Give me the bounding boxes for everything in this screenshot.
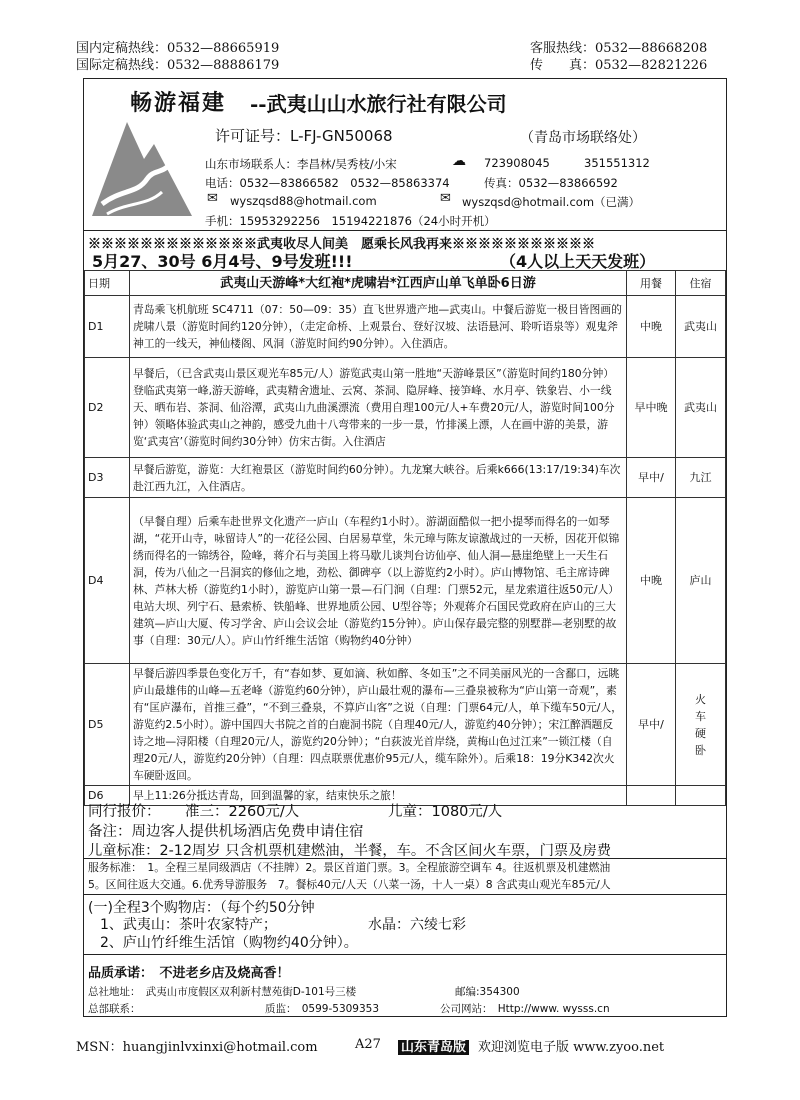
- fax-number: 传真：0532—83866592: [484, 176, 618, 190]
- phone-numbers: 电话：0532—83866582 0532—85863374: [205, 176, 450, 190]
- day-description: 早餐后，（已含武夷山景区观光车85元/人）游览武夷山第一胜地“天游峰景区”（游览时间约180分钟）登临武夷第一峰,游天游峰，武夷精舍遗址、云窝、茶洞、隐屏峰、接笋峰、水月亭、铁象岩、小一线天、晒布岩、茶洞、仙浴潭，武夷山九曲溪漂流（费用自理100元/人+车费20元/人，游览时间100分钟）领略体验武夷山之神韵，感受九曲十八弯带来的一步一景，竹排溪上漂，人在画中游的美景，游览‘武夷宫’（游览时间约30分钟）仿宋古街。入住酒店: [130, 358, 627, 458]
- complaint-phone: 质监： 0599-5309353: [265, 1003, 380, 1015]
- mountain-logo-icon: [92, 114, 192, 219]
- table-row: [85, 664, 726, 786]
- license-number: 许可证号：L-FJ-GN50068: [215, 127, 393, 145]
- day-description: 青岛乘飞机航班 SC4711（07：50—09：35）直飞世界遗产地—武夷山。中餐后游览一极目皆图画的虎啸八景（游览时间约120分钟），（走定命桥、上观景台、登好汉坡、法语悬河、聆听语泉等）观鬼斧神工的一线天，神仙楼阁、风洞（游览时间约90分钟）。入住酒店。: [130, 296, 627, 358]
- day-meal: 早中晚: [627, 358, 676, 458]
- qq-icon: ☁: [452, 153, 466, 169]
- adult-price: 准三：2260元/人: [185, 804, 300, 820]
- day-label: D1: [85, 296, 130, 358]
- footer-tagline[interactable]: 欢迎浏览电子版 www.zyoo.net: [478, 1040, 665, 1055]
- shopping-title: (一)全程3个购物店：（每个约50分钟: [88, 900, 315, 916]
- intl-hotline: 国际定稿热线：0532—88886179: [76, 58, 280, 73]
- divider: [83, 894, 727, 895]
- table-row: [85, 458, 726, 498]
- quality-promise: 品质承诺： 不进老乡店及烧高香！: [88, 966, 290, 981]
- divider: [83, 230, 727, 231]
- msn-account-2[interactable]: wyszqsd@hotmail.com（已满）: [462, 195, 641, 209]
- shopping-item-1b: 水晶：六绫七彩: [368, 917, 466, 933]
- day-meal: 中晚: [627, 498, 676, 664]
- day-label: D2: [85, 358, 130, 458]
- itinerary-table: [84, 270, 726, 806]
- service-hotline: 客服热线：0532—88668208: [530, 41, 708, 56]
- day-meal: 早中/: [627, 664, 676, 786]
- msn-icon: ✉: [207, 191, 218, 206]
- service-standard-1: 服务标准： 1。全程三星同级酒店（不挂牌）2。景区首道门票。3。全程旅游空调车 4。往返机票及机建燃油: [88, 861, 611, 874]
- qq-number-2: 351551312: [584, 156, 650, 170]
- day-label: D3: [85, 458, 130, 498]
- day-stay: 武夷山: [676, 296, 726, 358]
- price-label: 同行报价：: [88, 804, 161, 820]
- fax-line: 传 真：0532—82821226: [530, 58, 708, 73]
- child-price: 儿童：1080元/人: [388, 804, 503, 820]
- msn-icon-2: ✉: [440, 191, 451, 206]
- day-description: 早餐后游览，游览：大红袍景区（游览时间约60分钟）。九龙窠大峡谷。后乘k666(13:17/19:34)车次赴江西九江，入住酒店。: [130, 458, 627, 498]
- departure-note: （4人以上天天发班）: [500, 252, 656, 271]
- edition-badge: [398, 1036, 469, 1055]
- contact-label: 总部联系：: [88, 1003, 141, 1015]
- day-label: D6: [85, 786, 130, 806]
- office-label: （青岛市场联络处）: [520, 130, 646, 146]
- header-stay: 住宿: [676, 271, 726, 296]
- day-stay: [676, 786, 726, 806]
- company-name: --武夷山山水旅行社有限公司: [250, 92, 507, 116]
- msn-account-1[interactable]: wyszqsd88@hotmail.com: [230, 194, 377, 208]
- day-stay: 火车硬卧: [676, 664, 726, 786]
- pricing-note: 备注：周边客人提供机场酒店免费申请住宿: [88, 824, 364, 840]
- shopping-item-1: 1、武夷山：茶叶农家特产；: [100, 917, 277, 933]
- service-standard-2: 5。区间往返大交通。6.优秀导游服务 7。餐标40元/人天（八菜一汤，十人一桌）8 含武夷山观光车85元/人: [88, 878, 611, 891]
- company-website[interactable]: 公司网站： Http://www. wysss.cn: [440, 1003, 610, 1015]
- header-day: 日期: [85, 271, 130, 296]
- day-meal: 中晚: [627, 296, 676, 358]
- day-label: D4: [85, 498, 130, 664]
- day-meal: [627, 786, 676, 806]
- footer-msn: MSN：huangjinlvxinxi@hotmail.com: [76, 1040, 318, 1055]
- zip-code: 邮编:354300: [455, 986, 520, 998]
- day-stay: 九江: [676, 458, 726, 498]
- edition-badge-label: 山东青岛版: [398, 1040, 469, 1055]
- brand-title: 畅游福建: [130, 90, 227, 116]
- day-description: 早餐后游四季景色变化万千，有“春如梦、夏如滴、秋如醉、冬如玉”之不同美丽风光的一含鄱口，远眺庐山最雄伟的山峰—五老峰（游览约60分钟），庐山最壮观的瀑布—三叠泉被称为“庐山第一奇观”，素有“匡庐瀑布，首推三叠”，“不到三叠泉，不算庐山客”之说（自理：门票64元/人，单下缆车50元/人，游览约2.5小时）。游中国四大书院之首的白鹿洞书院（自理40元/人，游览约40分钟）；宋江醉酒题反诗之地—浔阳楼（自理20元/人，游览约20分钟）；“白荻波光首岸绕，黄梅山色过江来”一锁江楼（自理20元/人，游览约20分钟）（自理：四点联票优惠价95元/人，缆车除外）。后乘18：19分K342次火车硬卧返回。: [130, 664, 627, 786]
- hq-address: 总社地址： 武夷山市度假区双利新村慧苑街D-101号三楼: [88, 986, 357, 998]
- qq-number-1: 723908045: [484, 156, 550, 170]
- day-label: D5: [85, 664, 130, 786]
- divider: [83, 954, 727, 955]
- itinerary-header-row: [85, 271, 726, 296]
- departure-dates: 5月27、30号 6月4号、9号发班!!!: [92, 252, 353, 271]
- table-row: [85, 358, 726, 458]
- table-row: [85, 498, 726, 664]
- shopping-item-2: 2、庐山竹纤维生活馆（购物约40分钟）。: [100, 935, 358, 951]
- mobile-numbers: 手机：15953292256 15194221876（24小时开机）: [205, 214, 496, 228]
- domestic-hotline: 国内定稿热线：0532—88665919: [76, 41, 280, 56]
- header-meal: 用餐: [627, 271, 676, 296]
- divider: [83, 858, 727, 859]
- table-row: [85, 296, 726, 358]
- page-number: A27: [355, 1037, 381, 1052]
- day-stay: 庐山: [676, 498, 726, 664]
- tour-title: 武夷山天游峰*大红袍*虎啸岩*江西庐山单飞单卧6日游: [130, 271, 627, 296]
- day-stay: 武夷山: [676, 358, 726, 458]
- day-description: （早餐自理）后乘车赴世界文化遗产一庐山（车程约1小时）。游湖面酷似一把小提琴而得名的一如琴湖，“花开山寺，咏留诗人”的一花径公园、白居易草堂，朱元璋与陈友谅激战过的一天桥，因花开似锦绣而得名的一锦绣谷，险峰，蒋介石与美国上将马歇儿谈判台访仙亭、仙人洞—悬崖绝壁上一天生石洞，传为八仙之一吕洞宾的修仙之地，劲松、御碑亭（以上游览约2小时）。庐山博物馆、毛主席诗碑林、芦林大桥（游览约1小时），游览庐山第一景—石门涧（自理：门票52元，星龙索道往返50元/人）电站大坝、列宁石、悬索桥、铁船峰、世界地质公园、U型谷等；外观蒋介石国民党政府在庐山的三大建筑—庐山大厦、传习学舍、庐山会议会址（游览约15分钟）。庐山保存最完整的别墅群—老别墅的故事（自理：30元/人）。庐山竹纤维生活馆（购物约40分钟）: [130, 498, 627, 664]
- contact-persons: 山东市场联系人：李昌林/吴秀枝/小宋: [205, 157, 397, 171]
- day-description: 早上11:26分抵达青岛，回到温馨的家，结束快乐之旅！: [130, 786, 627, 806]
- day-meal: 早中/: [627, 458, 676, 498]
- slogan: ※※※※※※※※※※※※※武夷收尽人间美 愿乘长风我再来※※※※※※※※※※※: [88, 237, 596, 252]
- child-standard: 儿童标准：2-12周岁 只含机票机建燃油，半餐，车。不含区间火车票，门票及房费: [88, 843, 612, 859]
